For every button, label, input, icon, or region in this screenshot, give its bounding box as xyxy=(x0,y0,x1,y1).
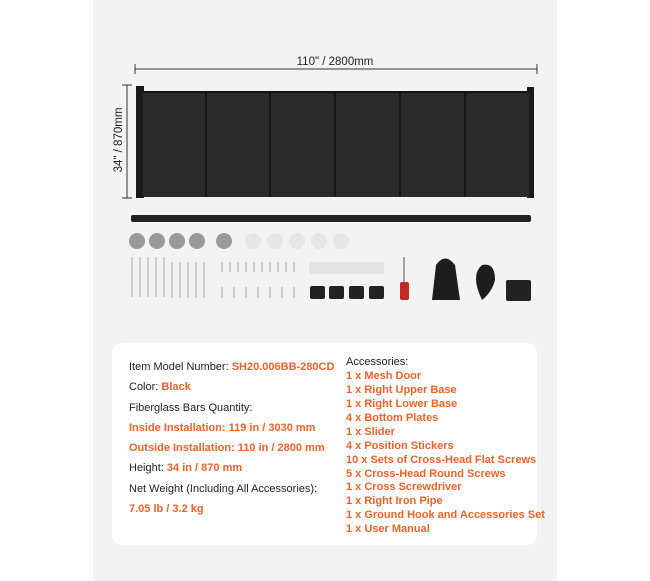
accessories-list xyxy=(346,356,545,537)
bottom-plates-image xyxy=(309,262,384,299)
upper-base-image xyxy=(432,259,460,301)
list-item: 4 x Position Stickers xyxy=(346,439,454,452)
height: Height: 34 in / 870 mm xyxy=(129,462,243,475)
bars-quantity-label: Fiberglass Bars Quantity: xyxy=(129,401,253,414)
list-item: 1 x Mesh Door xyxy=(346,369,422,382)
outside-installation: Outside Installation: 110 in / 2800 mm xyxy=(129,442,325,455)
iron-pipe-image xyxy=(131,215,531,222)
list-item: 1 x Right Upper Base xyxy=(346,383,457,396)
list-item: 1 x Right Iron Pipe xyxy=(346,495,443,508)
list-item: 1 x User Manual xyxy=(346,523,430,536)
slider-image xyxy=(476,265,495,300)
height-dimension-label: 34" / 870mm xyxy=(113,107,125,173)
screws-image xyxy=(132,257,294,298)
screwdriver-image xyxy=(400,257,409,300)
net-weight-label: Net Weight (Including All Accessories): xyxy=(129,482,318,495)
width-dimension-label: 110" / 2800mm xyxy=(296,56,374,68)
spec-card xyxy=(112,343,545,545)
list-item: 4 x Bottom Plates xyxy=(346,411,439,424)
list-item: 1 x Cross Screwdriver xyxy=(346,481,462,494)
position-stickers-image xyxy=(245,233,349,249)
list-item: 1 x Ground Hook and Accessories Set xyxy=(346,509,545,522)
color: Color: Black xyxy=(129,381,191,394)
mesh-gate-image xyxy=(136,86,534,198)
list-item: 1 x Slider xyxy=(346,425,395,438)
inside-installation: Inside Installation: 119 in / 3030 mm xyxy=(129,421,316,434)
list-item: 5 x Cross-Head Round Screws xyxy=(346,467,506,480)
base-plates-image xyxy=(129,233,232,249)
lower-base-image xyxy=(506,280,531,301)
list-item: 1 x Right Lower Base xyxy=(346,397,458,410)
specifications xyxy=(129,357,334,519)
accessories-title: Accessories: xyxy=(346,356,409,368)
net-weight-value: 7.05 lb / 3.2 kg xyxy=(129,503,204,516)
model-number: Item Model Number: SH20.006BB-280CD xyxy=(129,361,335,373)
list-item: 10 x Sets of Cross-Head Flat Screws xyxy=(346,453,537,466)
